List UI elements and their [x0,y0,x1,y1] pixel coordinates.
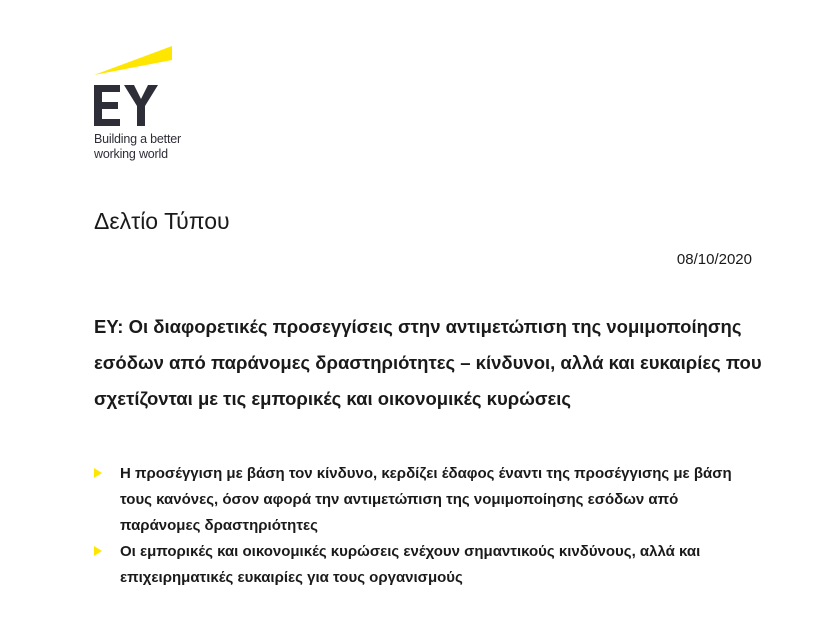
ey-letter-y [124,85,158,126]
tagline-line-1: Building a better [94,132,181,146]
bullet-text: Οι εμπορικές και οικονομικές κυρώσεις ενέχουν σημαντικούς κινδύνους, αλλά και επιχειρηματικές ευκαιρίες για τους οργανισμούς [120,543,701,586]
highlights-list [94,461,754,591]
press-release-headline: EY: Οι διαφορετικές προσεγγίσεις στην αντιμετώπιση της νομιμοποίησης εσόδων από παράνομες δραστηριότητες – κίνδυνοι, αλλά και ευκαιρίες που σχετίζονται με τις εμπορικές και οικονομικές κυρώσεις [94,316,762,409]
ey-beam-icon [94,46,172,75]
list-item [94,461,754,539]
bullet-text: Η προσέγγιση με βάση τον κίνδυνο, κερδίζει έδαφος έναντι της προσέγγισης με βάση τους κανόνες, όσον αφορά την αντιμετώπιση της νομιμοποίησης εσόδων από παράνομες δραστηριότητες [120,465,732,534]
tagline-line-2: working world [94,147,168,161]
brand-tagline [94,132,181,162]
document-type-title: Δελτίο Τύπου [94,208,230,234]
ey-logo-mark [94,46,204,131]
ey-letter-e [94,85,120,126]
list-item [94,539,754,591]
triangle-bullet-icon [94,468,102,478]
document-date: 08/10/2020 [676,251,752,268]
ey-logo [94,46,204,161]
triangle-bullet-icon [94,546,102,556]
